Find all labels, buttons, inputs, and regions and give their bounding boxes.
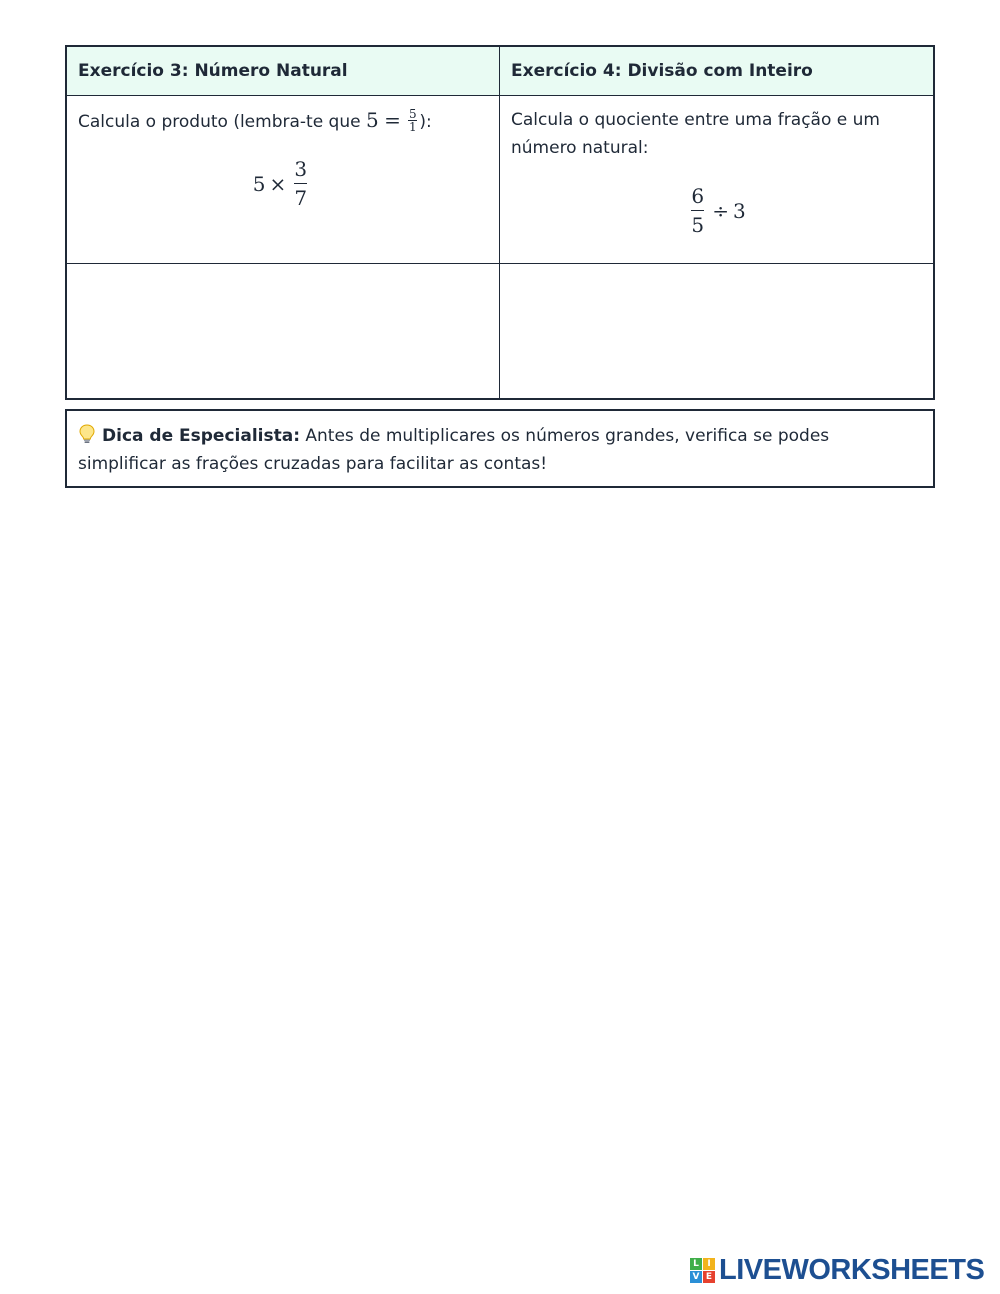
inline-fraction-denominator: 1 [408, 120, 417, 134]
tip-label: Dica de Especialista: [102, 426, 300, 446]
logo-mark-letter-v: V [690, 1271, 702, 1283]
expression-3-fraction [294, 156, 307, 211]
expression-4-fraction [691, 183, 704, 238]
exercise-4-answer-area[interactable] [500, 264, 933, 399]
inline-equation [366, 107, 419, 134]
exercise-4-question [500, 96, 933, 263]
expression-4-numerator: 6 [691, 184, 705, 208]
exercise-3-expression [65, 156, 499, 211]
divide-operator: ÷ [712, 198, 730, 223]
table-question-row [67, 96, 933, 264]
exercise-4-title: Exercício 4: Divisão com Inteiro [511, 61, 813, 81]
logo-mark-icon [690, 1258, 715, 1283]
logo-mark-letter-l: L [690, 1258, 702, 1270]
exercise-3-answer-area[interactable] [67, 264, 500, 399]
expression-3-left: 5 [252, 171, 266, 196]
inline-equals: = [384, 108, 401, 132]
expression-4-denominator: 5 [691, 213, 705, 237]
exercise-4-prompt: Calcula o quociente entre uma fração e um número natural: [511, 110, 880, 158]
logo-mark-letter-e: E [703, 1271, 715, 1283]
table-answer-row [67, 264, 933, 399]
tip-text: Antes de multiplicares os números grandes, verifica se podes simplificar as frações cruzadas para facilitar as contas! [78, 426, 830, 474]
expression-3-denominator: 7 [294, 186, 308, 210]
liveworksheets-logo [690, 1254, 984, 1287]
lightbulb-icon [78, 424, 96, 444]
times-operator: × [269, 171, 287, 196]
exercise-3-prompt-before: Calcula o produto (lembra-te que [78, 112, 366, 132]
logo-mark-letter-i: I [703, 1258, 715, 1270]
expression-4-right: 3 [733, 198, 746, 223]
exercise-3-title: Exercício 3: Número Natural [67, 47, 500, 95]
expert-tip-box [65, 409, 935, 488]
exercise-3-prompt-after: ): [419, 112, 432, 132]
expression-3-numerator: 3 [294, 157, 308, 181]
exercise-table [65, 45, 935, 400]
inline-fraction [408, 108, 417, 133]
inline-fraction-numerator: 5 [408, 107, 417, 121]
exercise-4-expression [500, 183, 933, 238]
logo-text: LIVEWORKSHEETS [719, 1254, 985, 1286]
table-header-row [67, 47, 933, 96]
exercise-3-question [67, 96, 500, 263]
inline-lhs: 5 [366, 108, 379, 132]
